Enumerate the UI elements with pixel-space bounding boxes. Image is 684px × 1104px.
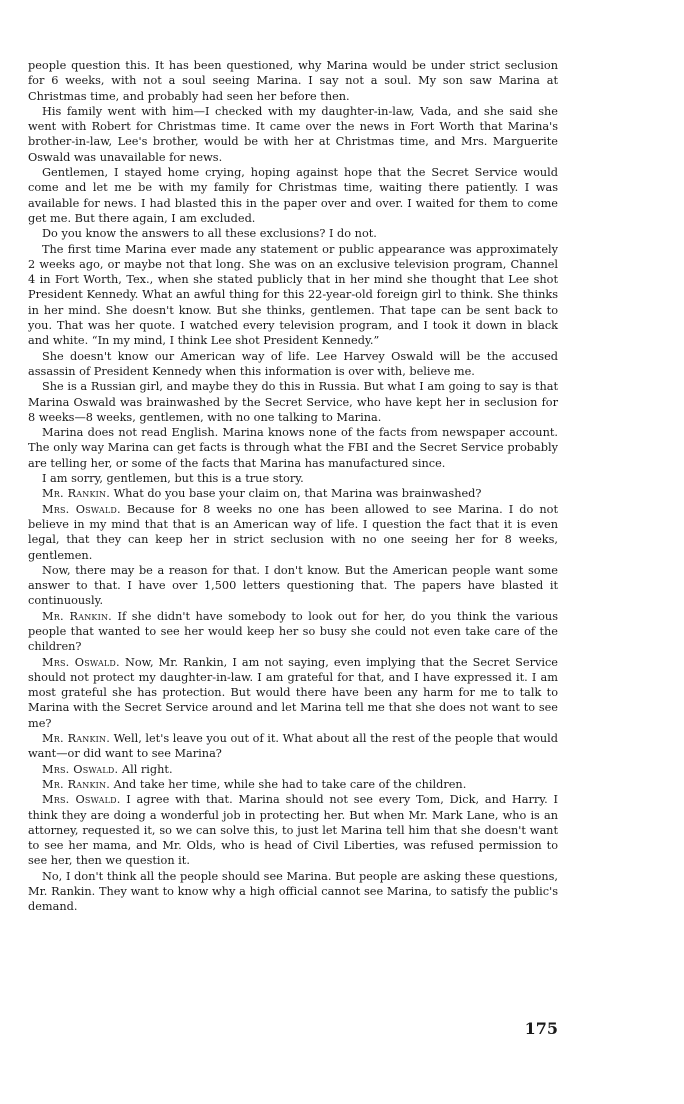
speaker-name: Mr. Rankin. <box>42 777 110 791</box>
paragraph-15: Mr. Rankin. Well, let's leave you out of it. What about all the rest of the people that would want—or did want to see Marina? <box>28 732 558 761</box>
paragraph-7: She is a Russian girl, and maybe they do this in Russia. But what I am going to say is that Marina Oswald was brainwashed by the Secret Service, who have kept her in seclusion for 8 weeks—8 weeks, gentlemen, with no one talking to Marina. <box>28 380 558 424</box>
speaker-name: Mrs. Oswald. <box>42 793 121 807</box>
paragraph-19: No, I don't think all the people should see Marina. But people are asking these questions, Mr. Rankin. They want to know why a high official cannot see Marina, to satisfy the public's demand. <box>28 869 558 914</box>
paragraph-14: Mrs. Oswald. Now, Mr. Rankin, I am not saying, even implying that the Secret Service should not protect my daughter-in-law. I am grateful for that, and I have expressed it. I am most grateful she has protection. But would there have been any harm for me to talk to Marina with the Secret Service around and let Marina tell me that she does not want to see me? <box>28 655 558 730</box>
paragraph-16: Mrs. Oswald. All right. <box>42 762 173 776</box>
speaker-name: Mrs. Oswald. <box>42 762 119 776</box>
speaker-name: Mrs. Oswald. <box>42 502 121 516</box>
speaker-name: Mr. Rankin. <box>42 609 112 623</box>
paragraph-11: Mrs. Oswald. Because for 8 weeks no one has been allowed to see Marina. I do not believe in my mind that that is an American way of life. I question the fact that it is even legal, that they can keep her in strict seclusion with no one seeing her for 8 weeks, gentlemen. <box>28 502 558 562</box>
paragraph-12: Now, there may be a reason for that. I don't know. But the American people want some answer to that. I have over 1,500 letters questioning that. The papers have blasted it continuously. <box>28 563 558 608</box>
paragraph-2: His family went with him—I checked with my daughter-in-law, Vada, and she said she went with Robert for Christmas time. It came over the news in Fort Worth that Marina's brother-in-law, Lee's brother, would be with her at Christmas time, and Mrs. Marguerite Oswald was unavailable for news. <box>28 104 558 164</box>
paragraph-6: She doesn't know our American way of life. Lee Harvey Oswald will be the accused assassin of President Kennedy when this information is over with, believe me. <box>28 349 558 378</box>
paragraph-13: Mr. Rankin. If she didn't have somebody to look out for her, do you think the various people that wanted to see her would keep her so busy she could not even take care of the children? <box>28 609 558 654</box>
paragraph-5: The first time Marina ever made any statement or public appearance was approximately 2 weeks ago, or maybe not that long. She was on an exclusive television program, Channel 4 in Fort Worth, Tex., when she stated publicly that in her mind she thought that Lee shot President Kennedy. What an awful thing for this 22-year-old foreign girl to think. She thinks in her mind. She doesn't know. But she thinks, gentlemen. That tape can be sent back to you. That was her quote. I watched every television program, and I took it down in black and white. “In my mind, I think Lee shot President Kennedy.” <box>28 242 558 348</box>
paragraph-10: Mr. Rankin. What do you base your claim on, that Marina was brainwashed? <box>42 487 482 501</box>
page-number: 175 <box>524 1019 558 1038</box>
paragraph-8: Marina does not read English. Marina knows none of the facts from newspaper account. The only way Marina can get facts is through what the FBI and the Secret Service probably are telling her, or some of the facts that Marina has manufactured since. <box>28 426 558 470</box>
paragraph-1: people question this. It has been questioned, why Marina would be under strict seclusion for 6 weeks, with not a soul seeing Marina. I say not a soul. My son saw Marina at Christmas time, and probably had seen her before then. <box>28 59 558 103</box>
speaker-name: Mr. Rankin. <box>42 732 110 746</box>
paragraph-17: Mr. Rankin. And take her time, while she had to take care of the children. <box>42 777 467 791</box>
paragraph-9: I am sorry, gentlemen, but this is a true story. <box>42 472 304 486</box>
paragraph-18: Mrs. Oswald. I agree with that. Marina should not see every Tom, Dick, and Harry. I think they are doing a wonderful job in protecting her. But when Mr. Mark Lane, who is an attorney, requested it, so we can solve this, to just let Marina tell him that she doesn't want to see her mama, and Mr. Olds, who is head of Civil Liberties, was refused permission to see her, then we question it. <box>28 793 558 868</box>
speaker-name: Mr. Rankin. <box>42 487 110 501</box>
paragraph-4: Do you know the answers to all these exclusions? I do not. <box>42 227 377 241</box>
speaker-name: Mrs. Oswald. <box>42 655 120 669</box>
paragraph-3: Gentlemen, I stayed home crying, hoping against hope that the Secret Service would come and let me be with my family for Christmas time, waiting there patiently. I was available for news. I had blasted this in the paper over and over. I waited for them to come get me. But there again, I am excluded. <box>28 166 558 225</box>
testimony-text <box>28 58 558 915</box>
